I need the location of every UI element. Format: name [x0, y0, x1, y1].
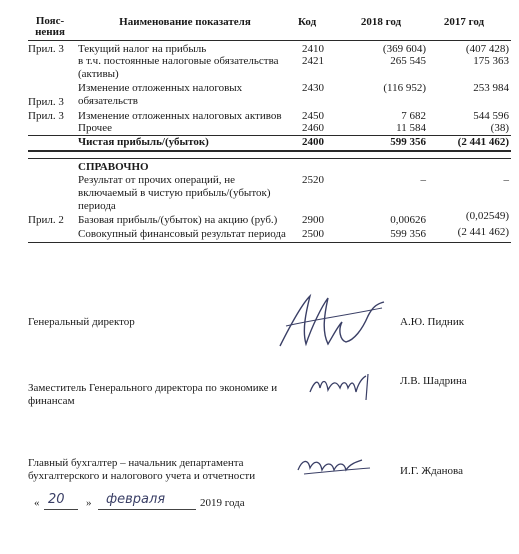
row-value-2017: (38): [490, 122, 509, 134]
row-name: Изменение отложенных налоговых активов: [78, 110, 282, 122]
row-value-2018: 265 545: [390, 55, 426, 67]
row-value-2017: 544 596: [473, 110, 509, 122]
row-code: 2421: [302, 55, 324, 67]
signatory-title: Заместитель Генерального директора по экономике и финансам: [28, 382, 278, 407]
row-note: Прил. 3: [28, 110, 64, 122]
reference-divider: [28, 158, 511, 159]
row-value-2017: (0,02549): [465, 210, 509, 222]
reference-title: СПРАВОЧНО: [78, 161, 149, 173]
row-code: 2400: [302, 136, 324, 148]
row-value-2018: 599 356: [390, 136, 426, 148]
row-value-2017: 253 984: [473, 82, 509, 94]
row-code: 2430: [302, 82, 324, 94]
row-name: Прочее: [78, 122, 112, 134]
row-name: в т.ч. постоянные налоговые обязательства (активы): [78, 55, 279, 80]
total-divider: [28, 150, 511, 152]
row-name: Совокупный финансовый результат периода: [78, 228, 286, 240]
header-code: Код: [298, 16, 317, 28]
row-note: Прил. 3: [28, 96, 64, 108]
signature-mark: [272, 286, 392, 352]
header-divider: [28, 40, 511, 41]
row-code: 2520: [302, 174, 324, 186]
date-year: 2019 года: [200, 497, 245, 509]
row-value-2018: (116 952): [383, 82, 426, 94]
signatory-title: Главный бухгалтер – начальник департамента бухгалтерского и налогового учета и отчетности: [28, 457, 256, 482]
row-value-2017: 175 363: [473, 55, 509, 67]
date-close-quote: »: [86, 497, 92, 509]
signatory-title: Генеральный директор: [28, 316, 135, 328]
header-year-2018: 2018 год: [360, 16, 402, 28]
row-name: Результат от прочих операций, не включаемый в чистую прибыль/(убыток) периода: [78, 174, 271, 212]
row-note: Прил. 3: [28, 43, 64, 55]
table-bottom-divider: [28, 242, 511, 243]
date-day-underline: [44, 509, 78, 510]
row-note: Прил. 2: [28, 214, 64, 226]
row-value-2017: (2 441 462): [457, 226, 509, 238]
row-code: 2410: [302, 43, 324, 55]
row-code: 2900: [302, 214, 324, 226]
signature-mark: [306, 368, 376, 402]
date-month: февраля: [106, 492, 166, 507]
date-month-underline: [98, 509, 196, 510]
header-notes: Пояс- нения: [35, 15, 65, 38]
row-value-2017: –: [503, 174, 509, 186]
row-code: 2450: [302, 110, 324, 122]
row-value-2017: (2 441 462): [457, 136, 509, 148]
row-value-2018: 599 356: [390, 228, 426, 240]
report-date: [28, 492, 288, 513]
row-value-2018: –: [420, 174, 426, 186]
signatory-name: А.Ю. Пидник: [400, 316, 465, 328]
date-open-quote: «: [34, 497, 40, 509]
signature-mark: [294, 452, 374, 482]
header-indicator-name: Наименование показателя: [119, 16, 251, 28]
row-value-2018: (369 604): [382, 43, 426, 55]
date-day: 20: [48, 492, 65, 507]
row-name: Текущий налог на прибыль: [78, 43, 207, 55]
row-value-2018: 7 682: [401, 110, 426, 122]
row-value-2018: 11 584: [396, 122, 426, 134]
row-name: Чистая прибыль/(убыток): [78, 136, 209, 148]
row-value-2017: (407 428): [465, 43, 509, 55]
row-name: Базовая прибыль/(убыток) на акцию (руб.): [78, 214, 278, 226]
row-value-2018: 0,00626: [390, 214, 426, 226]
signatory-name: Л.В. Шадрина: [400, 375, 467, 387]
signatory-name: И.Г. Жданова: [400, 465, 463, 477]
row-name: Изменение отложенных налоговых обязательств: [78, 82, 243, 107]
row-code: 2460: [302, 122, 324, 134]
header-year-2017: 2017 год: [443, 16, 485, 28]
row-code: 2500: [302, 228, 324, 240]
